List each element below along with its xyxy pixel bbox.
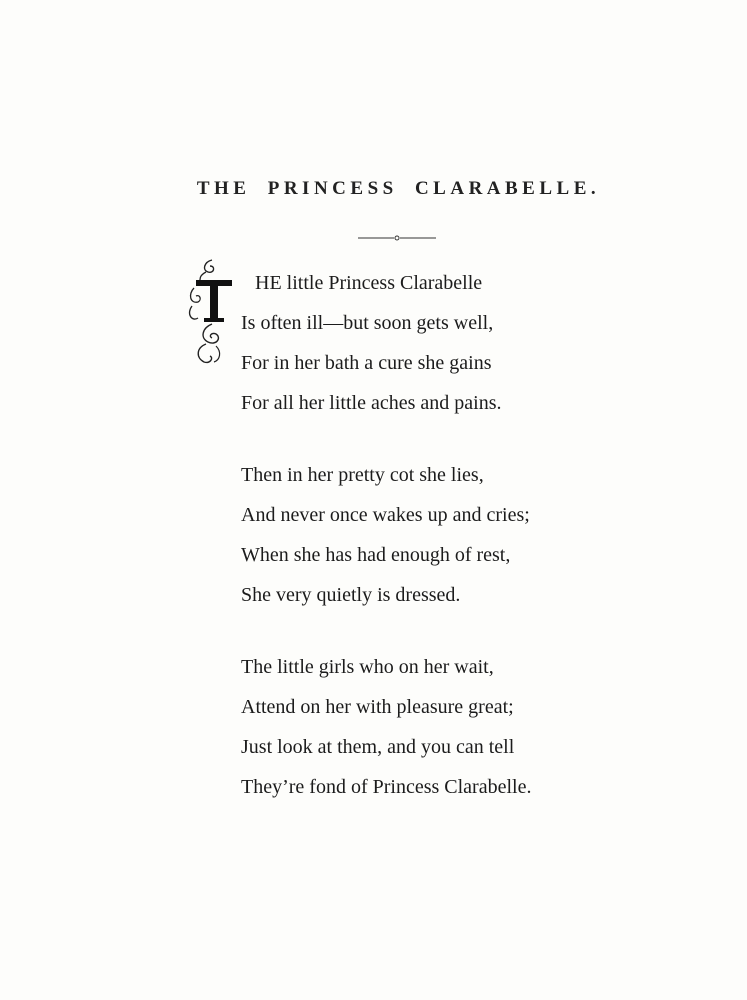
poem-line: Is often ill—but soon gets well, <box>241 312 494 334</box>
stanza-1 <box>241 273 501 413</box>
poem-line: Just look at them, and you can tell <box>241 736 515 758</box>
poem-line: The little girls who on her wait, <box>241 656 494 678</box>
poem-line: HE little Princess Clarabelle <box>255 272 483 294</box>
poem-line: When she has had enough of rest, <box>241 544 511 566</box>
poem-title: THE PRINCESS CLARABELLE. <box>196 178 601 199</box>
poem-line: For in her bath a cure she gains <box>241 352 492 374</box>
stanza-3 <box>241 657 531 797</box>
decorative-rule <box>358 232 436 244</box>
poem-line: She very quietly is dressed. <box>241 584 461 606</box>
stanza-2 <box>241 465 530 605</box>
poem-line: Attend on her with pleasure great; <box>241 696 514 718</box>
poem-line: Then in her pretty cot she lies, <box>241 464 484 486</box>
poem-line: They’re fond of Princess Clarabelle. <box>241 776 532 798</box>
ornamental-initial-icon <box>186 258 238 368</box>
poem-line: For all her little aches and pains. <box>241 392 502 414</box>
poem-line: And never once wakes up and cries; <box>241 504 530 526</box>
